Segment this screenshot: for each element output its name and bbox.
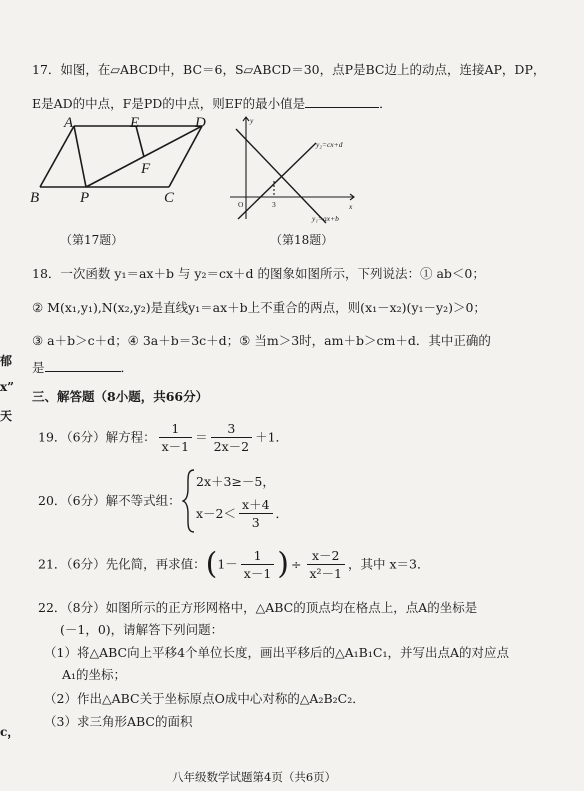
denominator: x－1	[161, 439, 190, 454]
q20-row2	[196, 496, 288, 531]
q20-row2-end: ．	[275, 506, 289, 521]
q19-label: 19．（6分）解方程：	[38, 429, 156, 445]
q21-label: 21．（6分）先化简，再求值：	[38, 556, 206, 572]
q22-line1: 22．（8分）如图所示的正方形网格中，△ABC的顶点均在格点上，点A的坐标是	[38, 600, 478, 615]
label-c: C	[164, 190, 175, 206]
side-ba	[40, 126, 74, 187]
paren-open: (	[205, 546, 218, 582]
divide-sign: ÷	[291, 556, 302, 572]
q18-text: 是	[32, 360, 45, 375]
margin-mark: x”	[0, 380, 15, 394]
numerator: 1	[241, 547, 275, 565]
line-y2-label: y₂=cx+d	[316, 140, 343, 149]
q17-line2	[32, 95, 392, 112]
q19-tail: ＋1．	[255, 429, 289, 445]
label-b: B	[30, 190, 40, 206]
denominator: x－1	[243, 566, 272, 581]
figure-17-parallelogram	[28, 116, 228, 208]
q17-text: E是AD的中点，F是PD的中点，则EF的最小值是	[32, 96, 306, 111]
line-y1-label: y₁=ax+b	[312, 214, 339, 223]
q17-line1: 17．如图，在▱ABCD中，BC＝6，S▱ABCD＝30，点P是BC边上的动点，连接AP，DP，	[32, 62, 546, 77]
denominator: x²－1	[309, 566, 343, 581]
section-3-heading: 三、解答题（8小题，共66分）	[32, 389, 209, 404]
answer-blank	[305, 95, 379, 108]
figure-18-caption: （第18题）	[270, 233, 334, 247]
line-y1	[236, 129, 326, 223]
answer-blank	[45, 359, 121, 372]
q22-part2: （2）作出△ABC关于坐标原点O成中心对称的△A₂B₂C₂．	[44, 691, 365, 706]
q21-tail: ，其中 x＝3．	[348, 556, 430, 572]
line-y2	[238, 143, 316, 219]
q18-line1: 18．一次函数 y₁＝ax＋b 与 y₂＝cx＋d 的图象如图所示，下列说法：① ab＜0；	[32, 266, 485, 281]
figure-18-graph	[224, 113, 364, 225]
figure-17-caption: （第17题）	[60, 233, 124, 247]
q19	[38, 420, 288, 455]
numerator: x－2	[307, 547, 346, 565]
q21-term: 1－	[217, 556, 238, 572]
denominator: 3	[251, 515, 260, 530]
origin-label: O	[238, 200, 244, 209]
q21	[38, 547, 430, 582]
q22-part1: （1）将△ABC向上平移4个单位长度，画出平移后的△A₁B₁C₁，并写出点A的对应点	[44, 645, 509, 660]
fraction	[307, 547, 346, 582]
margin-mark: 天	[0, 409, 13, 423]
x-axis-label: x	[349, 202, 353, 211]
q22-line2: (－1，0)，请解答下列问题：	[60, 622, 224, 637]
fraction	[239, 496, 273, 531]
q18-line2: ② M(x₁,y₁),N(x₂,y₂)是直线y₁＝ax＋b上不重合的两点，则(x₁－x₂)(y₁－y₂)＞0；	[32, 300, 486, 315]
fraction	[241, 547, 275, 582]
fraction	[211, 420, 252, 455]
numerator: x＋4	[239, 496, 273, 514]
q18-line3: ③ a＋b＞c＋d；④ 3a＋b＝3c＋d；⑤ 当m＞3时，am＋b＞cm＋d．其中正确的	[32, 333, 491, 348]
segment-ap	[74, 126, 86, 187]
numerator: 3	[211, 420, 252, 438]
page-footer: 八年级数学试题第4页（共6页）	[172, 770, 337, 784]
brace-icon	[182, 468, 196, 534]
label-e: E	[130, 116, 140, 131]
numerator: 1	[159, 420, 193, 438]
label-d: D	[195, 116, 206, 131]
q17-end: ．	[379, 96, 392, 111]
q22-part3: （3）求三角形ABC的面积	[44, 714, 193, 729]
denominator: 2x－2	[213, 439, 250, 454]
q20-row2-left: x－2＜	[196, 506, 237, 521]
q20-row1: 2x＋3≥－5，	[196, 474, 275, 489]
margin-mark: 郁	[0, 354, 13, 368]
equals-sign: ＝	[195, 429, 208, 445]
y-axis-label: y	[250, 116, 254, 125]
q18-line4	[32, 359, 133, 376]
label-a: A	[64, 116, 74, 131]
margin-mark: c，	[0, 725, 20, 739]
label-p: P	[80, 190, 90, 206]
fraction	[159, 420, 193, 455]
q18-end: ．	[120, 360, 134, 375]
q20-label: 20．（6分）解不等式组：	[38, 493, 181, 508]
label-f: F	[141, 161, 151, 177]
q22-part1-cont: A₁的坐标；	[62, 667, 127, 682]
tick-3-label: 3	[272, 200, 276, 209]
paren-close: )	[277, 546, 290, 582]
